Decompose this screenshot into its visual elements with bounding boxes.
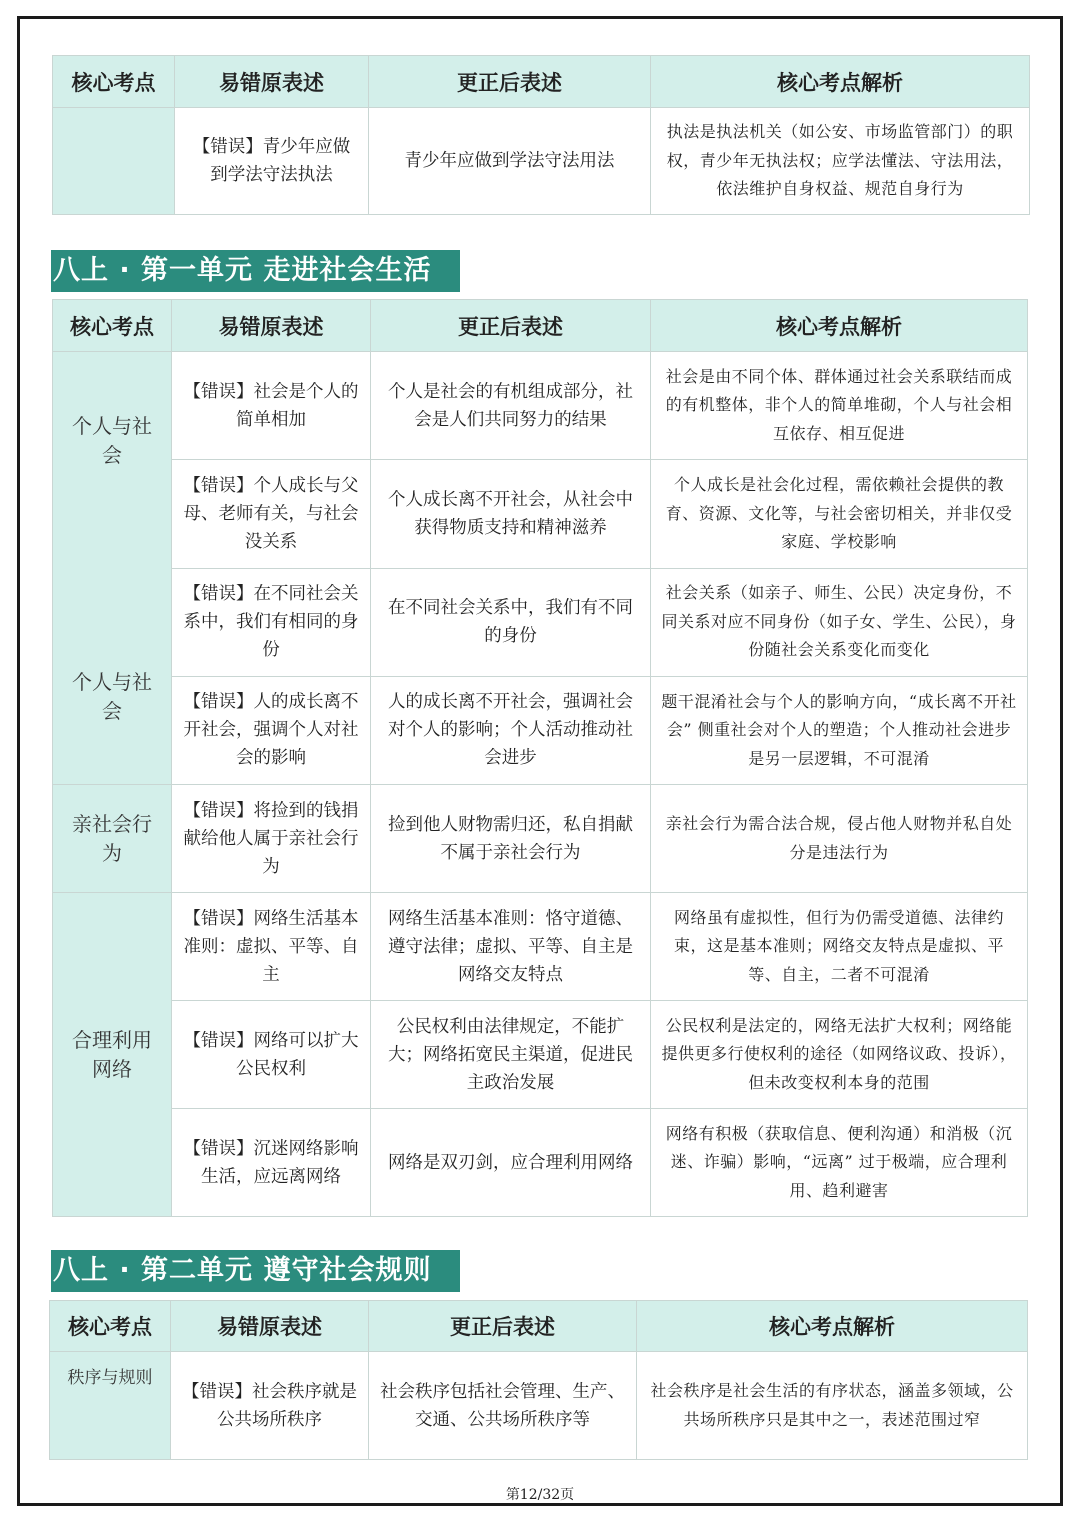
header-analysis: 核心考点解析 <box>651 300 1028 352</box>
error-cell: 【错误】将捡到的钱捐献给他人属于亲社会行为 <box>172 785 371 893</box>
error-cell: 【错误】人的成长离不开社会，强调个人对社会的影响 <box>172 676 371 784</box>
analysis-cell: 社会是由不同个体、群体通过社会关系联结而成的有机整体，非个人的简单堆砌，个人与社会相互依存、相互促进 <box>651 352 1028 460</box>
correct-cell: 在不同社会关系中，我们有不同的身份 <box>371 568 651 676</box>
analysis-cell: 社会关系（如亲子、师生、公民）决定身份，不同关系对应不同身份（如子女、学生、公民），身份随社会关系变化而变化 <box>651 568 1028 676</box>
analysis-cell: 网络有积极（获取信息、便利沟通）和消极（沉迷、诈骗）影响，“远离” 过于极端，应合理利用、趋利避害 <box>651 1109 1028 1217</box>
header-corrected-statement: 更正后表述 <box>371 300 651 352</box>
header-analysis: 核心考点解析 <box>651 56 1030 108</box>
header-core-point: 核心考点 <box>53 56 175 108</box>
error-cell: 【错误】网络可以扩大公民权利 <box>172 1001 371 1109</box>
table-row <box>53 893 1028 1001</box>
section-title-unit2: 八上 · 第二单元 遵守社会规则 <box>51 1250 460 1292</box>
unit2-table <box>49 1300 1028 1460</box>
table-row <box>53 785 1028 893</box>
analysis-cell: 执法是执法机关（如公安、市场监管部门）的职权，青少年无执法权；应学法懂法、守法用法，依法维护自身权益、规范自身行为 <box>651 108 1030 215</box>
table-row <box>53 1109 1028 1217</box>
category-cell-individual-society <box>53 352 172 785</box>
correct-cell: 网络是双刃剑，应合理利用网络 <box>371 1109 651 1217</box>
correct-cell: 公民权利由法律规定，不能扩大；网络拓宽民主渠道，促进民主政治发展 <box>371 1001 651 1109</box>
header-error-statement: 易错原表述 <box>175 56 369 108</box>
correct-cell: 青少年应做到学法守法用法 <box>369 108 651 215</box>
analysis-cell: 公民权利是法定的，网络无法扩大权利；网络能提供更多行使权利的途径（如网络议政、投诉），但未改变权利本身的范围 <box>651 1001 1028 1109</box>
analysis-cell: 社会秩序是社会生活的有序状态，涵盖多领域，公共场所秩序只是其中之一，表述范围过窄 <box>637 1352 1028 1460</box>
correct-cell: 捡到他人财物需归还，私自捐献不属于亲社会行为 <box>371 785 651 893</box>
table-row <box>53 568 1028 676</box>
correct-cell: 社会秩序包括社会管理、生产、交通、公共场所秩序等 <box>369 1352 637 1460</box>
category-cell-prosocial: 亲社会行为 <box>53 785 172 893</box>
analysis-cell: 个人成长是社会化过程，需依赖社会提供的教育、资源、文化等，与社会密切相关，并非仅受家庭、学校影响 <box>651 460 1028 568</box>
error-cell: 【错误】社会是个人的简单相加 <box>172 352 371 460</box>
analysis-cell: 网络虽有虚拟性，但行为仍需受道德、法律约束，这是基本准则；网络交友特点是虚拟、平等、自主，二者不可混淆 <box>651 893 1028 1001</box>
header-corrected-statement: 更正后表述 <box>369 56 651 108</box>
analysis-cell: 题干混淆社会与个人的影响方向，“成长离不开社会” 侧重社会对个人的塑造；个人推动社会进步是另一层逻辑，不可混淆 <box>651 676 1028 784</box>
analysis-cell: 亲社会行为需合法合规，侵占他人财物并私自处分是违法行为 <box>651 785 1028 893</box>
correct-cell: 网络生活基本准则：恪守道德、遵守法律；虚拟、平等、自主是网络交友特点 <box>371 893 651 1001</box>
category-cell-order-rules: 秩序与规则 <box>50 1352 171 1460</box>
category-label: 个人与社会 <box>72 414 152 467</box>
table-row <box>53 460 1028 568</box>
table-row <box>53 108 1030 215</box>
error-cell: 【错误】网络生活基本准则：虚拟、平等、自主 <box>172 893 371 1001</box>
table-row <box>53 352 1028 460</box>
header-error-statement: 易错原表述 <box>171 1301 369 1352</box>
correct-cell: 个人是社会的有机组成部分，社会是人们共同努力的结果 <box>371 352 651 460</box>
error-cell: 【错误】沉迷网络影响生活，应远离网络 <box>172 1109 371 1217</box>
error-cell: 【错误】青少年应做到学法守法执法 <box>175 108 369 215</box>
error-cell: 【错误】社会秩序就是公共场所秩序 <box>171 1352 369 1460</box>
correct-cell: 人的成长离不开社会，强调社会对个人的影响；个人活动推动社会进步 <box>371 676 651 784</box>
correct-cell: 个人成长离不开社会，从社会中获得物质支持和精神滋养 <box>371 460 651 568</box>
unit1-table <box>52 299 1028 1217</box>
page-number: 第12/32页 <box>505 1487 575 1503</box>
error-cell: 【错误】在不同社会关系中，我们有相同的身份 <box>172 568 371 676</box>
header-analysis: 核心考点解析 <box>637 1301 1028 1352</box>
table-row <box>53 1001 1028 1109</box>
category-cell-network: 合理利用网络 <box>53 893 172 1217</box>
header-error-statement: 易错原表述 <box>172 300 371 352</box>
table-row <box>50 1352 1028 1460</box>
header-core-point: 核心考点 <box>53 300 172 352</box>
header-core-point: 核心考点 <box>50 1301 171 1352</box>
table-row <box>53 676 1028 784</box>
error-cell: 【错误】个人成长与父母、老师有关，与社会没关系 <box>172 460 371 568</box>
category-label: 个人与社会 <box>72 670 152 723</box>
top-table <box>52 55 1030 215</box>
header-corrected-statement: 更正后表述 <box>369 1301 637 1352</box>
section-title-unit1: 八上 · 第一单元 走进社会生活 <box>51 250 460 292</box>
category-cell <box>53 108 175 215</box>
